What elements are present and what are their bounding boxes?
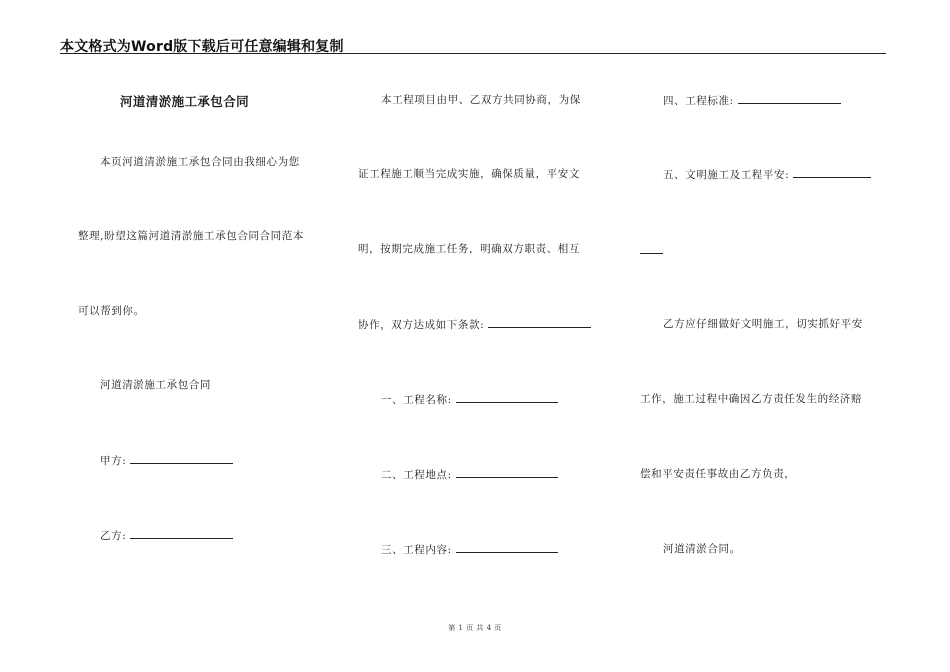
- project-content-blank: [456, 542, 558, 553]
- safety-blank: [793, 167, 871, 178]
- safety-blank-continuation: [640, 253, 663, 254]
- project-standard-label: 四、工程标准:: [663, 95, 734, 107]
- party-a-label: 甲方:: [100, 455, 127, 467]
- contract-name: 河道清淤施工承包合同: [100, 379, 211, 391]
- header-divider: [60, 53, 886, 54]
- safety-field: [663, 167, 871, 182]
- project-standard-field: [663, 93, 841, 108]
- project-content-field: [381, 542, 558, 557]
- col2-paragraph-line-4-text: 协作，双方达成如下条款:: [358, 319, 485, 331]
- project-location-field: [381, 467, 558, 482]
- project-content-label: 三、工程内容:: [381, 544, 452, 556]
- document-header: 本文格式为Word版下载后可任意编辑和复制: [60, 39, 344, 55]
- party-a-blank: [130, 453, 233, 464]
- party-a-field: [100, 453, 233, 468]
- project-location-label: 二、工程地点:: [381, 469, 452, 481]
- project-name-field: [381, 392, 558, 407]
- col2-paragraph-line-2: 证工程施工顺当完成实施，确保质量，平安文: [358, 168, 580, 180]
- page-number: 第 1 页 共 4 页: [448, 624, 502, 632]
- safety-label: 五、文明施工及工程平安:: [663, 169, 790, 181]
- party-b-label: 乙方:: [100, 530, 127, 542]
- project-location-blank: [456, 467, 558, 478]
- intro-line-2: 整理,盼望这篇河道清淤施工承包合同合同范本: [78, 230, 304, 242]
- intro-line-1: 本页河道清淤施工承包合同由我细心为您: [100, 156, 300, 168]
- col3-paragraph-line-1: 乙方应仔细做好文明施工，切实抓好平安: [663, 318, 863, 330]
- col3-paragraph-line-2: 工作，施工过程中确因乙方责任发生的经济赔: [640, 393, 862, 405]
- col2-paragraph-line-3: 明，按期完成施工任务，明确双方职责、相互: [358, 243, 580, 255]
- project-name-label: 一、工程名称:: [381, 394, 452, 406]
- terms-blank: [488, 317, 591, 328]
- col2-paragraph-line-4: [358, 317, 591, 332]
- col3-paragraph-line-3: 偿和平安责任事故由乙方负责，: [640, 468, 796, 480]
- project-standard-blank: [738, 93, 841, 104]
- col3-paragraph-line-4: 河道清淤合同。: [663, 543, 741, 555]
- party-b-blank: [130, 528, 233, 539]
- project-name-blank: [456, 392, 558, 403]
- intro-line-3: 可以帮到你。: [78, 305, 145, 317]
- document-title: 河道清淤施工承包合同: [120, 94, 250, 109]
- col2-paragraph-line-1: 本工程项目由甲、乙双方共同协商，为保: [381, 94, 581, 106]
- party-b-field: [100, 528, 233, 543]
